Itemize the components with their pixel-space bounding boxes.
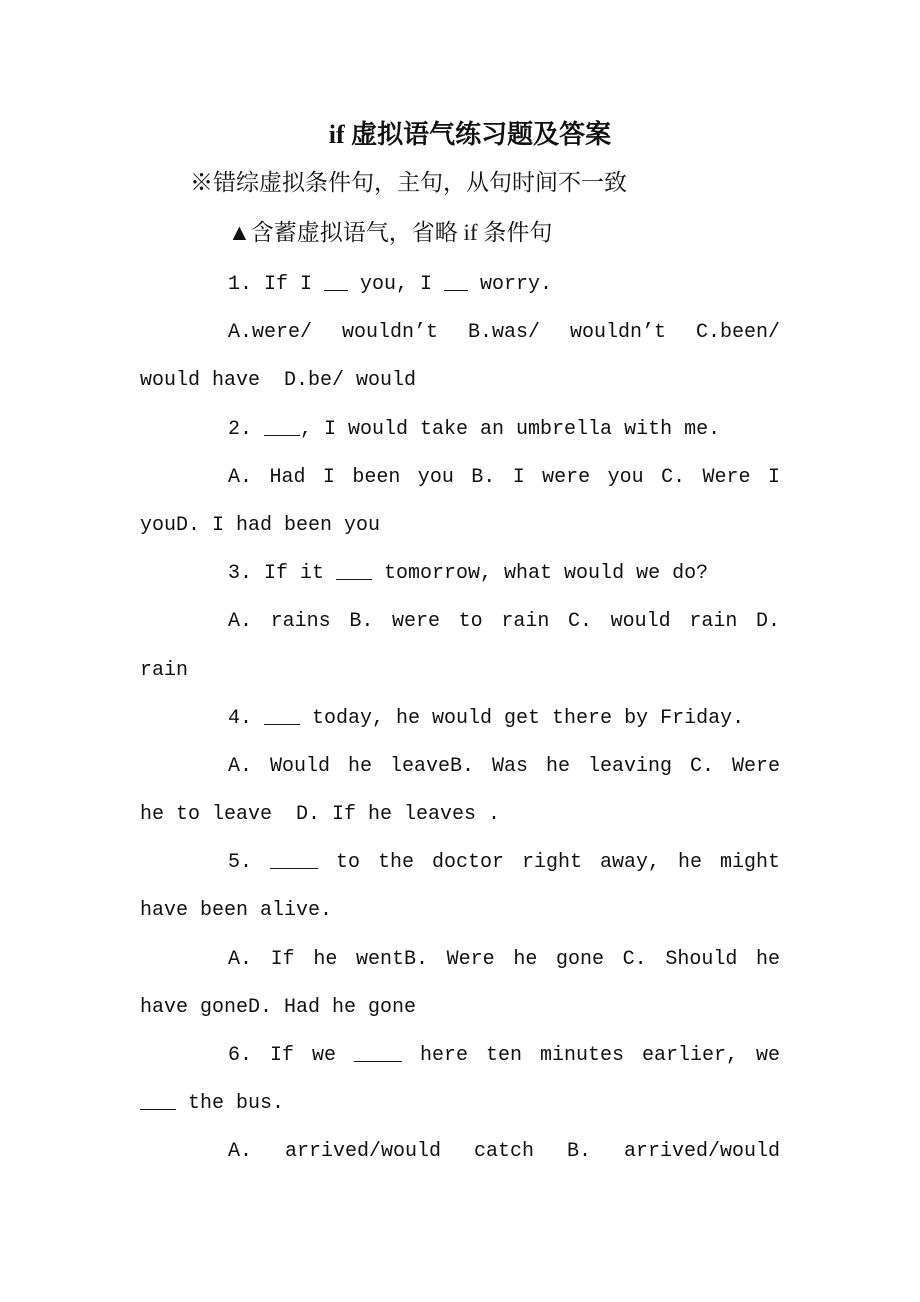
question-6-stem-continued: ___ the bus. (140, 1092, 285, 1116)
note-mixed-conditional: ※错综虚拟条件句，主句，从句时间不一致 (190, 170, 627, 195)
question-1-options-continued: would have D.be/ would (140, 369, 417, 393)
question-3-stem: 3. If it ___ tomorrow, what would we do? (228, 562, 709, 586)
question-4-options-continued: he to leave D. If he leaves . (140, 803, 501, 827)
question-list (140, 261, 780, 1177)
question-5-stem-continued: have been alive. (140, 899, 333, 923)
question-1-options: A.were/ wouldn’t B.was/ wouldn’t C.been/ (228, 321, 780, 345)
page-title: if 虚拟语气练习题及答案 (328, 120, 612, 149)
question-4-stem: 4. ___ today, he would get there by Friday. (228, 706, 745, 730)
question-5-options-continued: have goneD. Had he gone (140, 995, 417, 1019)
question-2-options: A. Had I been you B. I were you C. Were I (228, 465, 780, 489)
question-6-options: A. arrived/would catch B. arrived/would (228, 1140, 780, 1164)
question-3-options-continued: rain (140, 658, 189, 682)
question-6-stem: 6. If we ____ here ten minutes earlier, we (228, 1044, 780, 1067)
question-1-stem: 1. If I __ you, I __ worry. (228, 273, 553, 296)
question-2-stem: 2. ___, I would take an umbrella with me. (228, 417, 721, 441)
question-3-options: A. rains B. were to rain C. would rain D. (228, 610, 780, 634)
question-5-options: A. If he wentB. Were he gone C. Should he (228, 947, 780, 971)
question-2-options-continued: youD. I had been you (140, 513, 381, 537)
question-5-stem: 5. ____ to the doctor right away, he might (228, 851, 780, 875)
question-4-options: A. Would he leaveB. Was he leaving C. Were (228, 754, 780, 778)
note-implied-subjunctive: ▲含蓄虚拟语气，省略 if 条件句 (228, 220, 553, 245)
